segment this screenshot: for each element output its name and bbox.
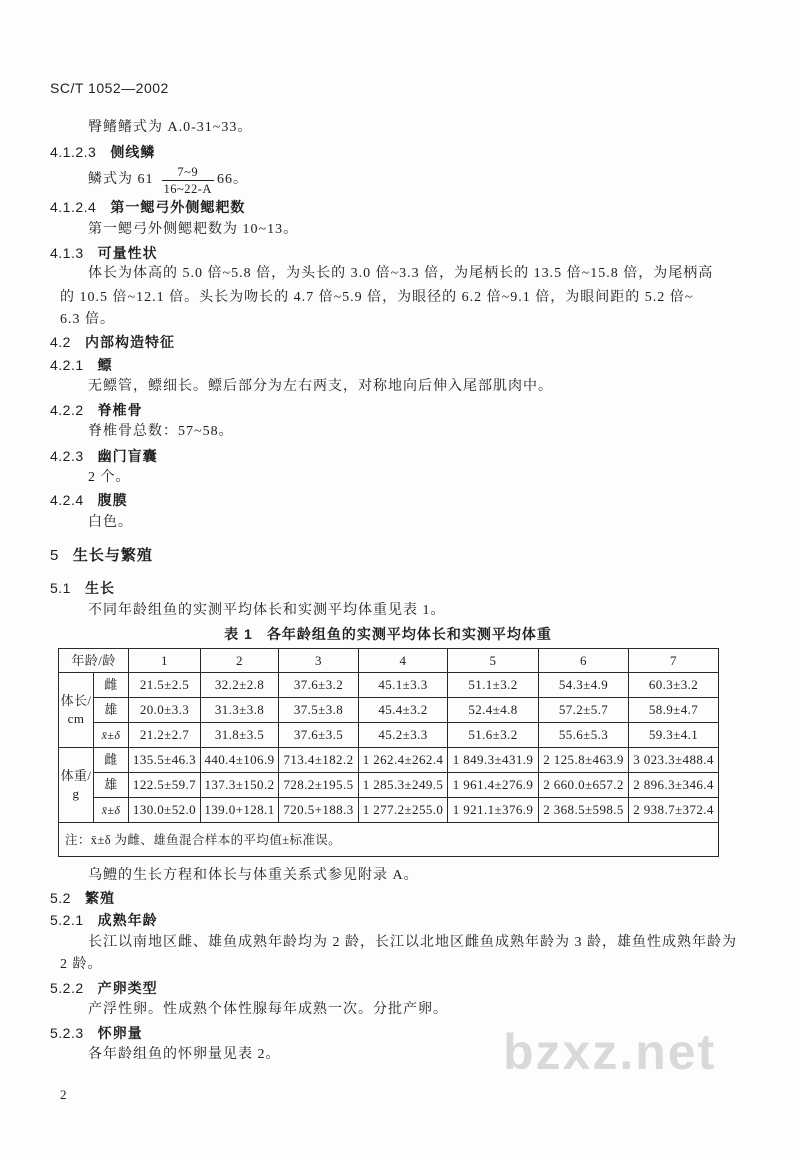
section-title: 繁殖 <box>84 890 115 906</box>
body-text: 无鳔管，鳔细长。鳔后部分为左右两支，对称地向后伸入尾部肌肉中。 <box>88 379 553 394</box>
body-text: 白色。 <box>88 515 133 530</box>
body-text: 脊椎骨总数：57~58。 <box>88 424 234 439</box>
section-heading-4-2-1 <box>50 355 113 377</box>
anal-fin-formula: 臀鳍鳍式为 A.0-31~33。 <box>88 120 253 135</box>
table-cell: 60.3±3.2 <box>629 673 719 698</box>
table-row <box>59 748 719 773</box>
table-cell: 122.5±59.7 <box>129 773 201 798</box>
table-cell: 440.4±106.9 <box>201 748 279 773</box>
section-number: 5.2 <box>50 890 71 906</box>
table-cell: 31.3±3.8 <box>201 698 279 723</box>
table-cell: 713.4±182.2 <box>279 748 359 773</box>
group-unit: cm <box>67 711 85 726</box>
section-title: 内部构造特征 <box>84 334 175 350</box>
section-number: 4.2.4 <box>50 492 84 508</box>
age-column-header: 3 <box>279 649 359 673</box>
paragraph-line: 体长为体高的 5.0 倍~5.8 倍，为头长的 3.0 倍~3.3 倍，为尾柄长的 13.5 倍~15.8 倍，为尾柄高 <box>88 266 714 281</box>
table-cell: 1 921.1±376.9 <box>448 798 539 823</box>
sex-label: 雌 <box>94 748 129 773</box>
watermark: bzxz.net <box>503 1024 717 1080</box>
table-cell: 720.5+188.3 <box>279 798 359 823</box>
section-title: 怀卵量 <box>97 1025 143 1041</box>
table-cell: 51.6±3.2 <box>448 723 539 748</box>
paragraph-line: 长江以南地区雌、雄鱼成熟年龄均为 2 龄，长江以北地区雌鱼成熟年龄为 3 龄，雄鱼性成熟年龄为 <box>88 935 737 950</box>
table-cell: 2 660.0±657.2 <box>539 773 629 798</box>
document-id: SC/T 1052—2002 <box>50 80 169 96</box>
table-cell: 2 938.7±372.4 <box>629 798 719 823</box>
table-cell: 21.5±2.5 <box>129 673 201 698</box>
section-title: 生长与繁殖 <box>72 547 153 564</box>
table-cell: 55.6±5.3 <box>539 723 629 748</box>
section-number: 4.1.2.4 <box>50 199 97 215</box>
table-note-row <box>59 823 719 857</box>
body-text: 第一鳃弓外侧鳃耙数为 10~13。 <box>88 222 299 237</box>
table-cell: 57.2±5.7 <box>539 698 629 723</box>
table-cell: 1 277.2±255.0 <box>359 798 448 823</box>
paragraph-line: 6.3 倍。 <box>60 312 115 327</box>
group-unit: g <box>72 786 80 801</box>
table-cell: 2 125.8±463.9 <box>539 748 629 773</box>
section-number: 4.2.3 <box>50 448 84 464</box>
section-heading-4-2 <box>50 332 175 354</box>
fraction-denominator: 16~22-A <box>163 181 212 196</box>
paragraph-line: 的 10.5 倍~12.1 倍。头长为吻长的 4.7 倍~5.9 倍，为眼径的 6.2 倍~9.1 倍，为眼间距的 5.2 倍~ <box>60 290 694 305</box>
fraction-numerator: 7~9 <box>177 164 199 179</box>
table-caption <box>58 624 718 644</box>
section-number: 5.2.1 <box>50 912 84 928</box>
section-number: 4.2.2 <box>50 402 84 418</box>
section-number: 5 <box>50 547 59 564</box>
table-row <box>59 673 719 698</box>
table-cell: 32.2±2.8 <box>201 673 279 698</box>
section-heading-5-2 <box>50 888 115 910</box>
table-cell: 45.4±3.2 <box>359 698 448 723</box>
table-row <box>59 698 719 723</box>
table-cell: 2 896.3±346.4 <box>629 773 719 798</box>
table-title: 各年龄组鱼的实测平均体长和实测平均体重 <box>266 626 552 642</box>
section-heading-4-1-3 <box>50 243 158 265</box>
body-text: 不同年龄组鱼的实测平均体长和实测平均体重见表 1。 <box>88 603 446 618</box>
group-label: 体长/ <box>60 693 92 708</box>
table-cell: 59.3±4.1 <box>629 723 719 748</box>
group-label-cell-weight <box>59 748 94 823</box>
sex-label: 雄 <box>94 773 129 798</box>
page-number: 2 <box>60 1087 67 1102</box>
table-cell: 728.2±195.5 <box>279 773 359 798</box>
section-heading-4-1-2-4 <box>50 197 245 219</box>
table-cell: 37.6±3.5 <box>279 723 359 748</box>
table-row <box>59 798 719 823</box>
section-heading-4-2-3 <box>50 446 158 468</box>
table-header-row <box>59 649 719 673</box>
body-text: 产浮性卵。性成熟个体性腺每年成熟一次。分批产卵。 <box>88 1002 448 1017</box>
table-cell: 51.1±3.2 <box>448 673 539 698</box>
body-text: 各年龄组鱼的怀卵量见表 2。 <box>88 1047 281 1062</box>
section-title: 腹膜 <box>97 492 128 508</box>
table-cell: 1 961.4±276.9 <box>448 773 539 798</box>
age-column-header: 4 <box>359 649 448 673</box>
section-number: 5.2.2 <box>50 980 84 996</box>
table-cell: 45.1±3.3 <box>359 673 448 698</box>
section-heading-5-2-2 <box>50 978 158 1000</box>
table-cell: 31.8±3.5 <box>201 723 279 748</box>
section-number: 4.1.3 <box>50 245 84 261</box>
age-header-cell: 年龄/龄 <box>59 649 129 673</box>
table-note: 注：x̄±δ 为雌、雄鱼混合样本的平均值±标准误。 <box>59 823 719 857</box>
section-title: 成熟年龄 <box>97 912 158 928</box>
sex-label: 雌 <box>94 673 129 698</box>
table-cell: 1 262.4±262.4 <box>359 748 448 773</box>
age-column-header: 1 <box>129 649 201 673</box>
section-heading-5 <box>50 546 153 566</box>
table-cell: 54.3±4.9 <box>539 673 629 698</box>
section-heading-4-2-4 <box>50 490 128 512</box>
table-cell: 3 023.3±488.4 <box>629 748 719 773</box>
body-text: 2 个。 <box>88 470 131 485</box>
section-number: 5.2.3 <box>50 1025 84 1041</box>
age-column-header: 5 <box>448 649 539 673</box>
formula-prefix: 鳞式为 61 <box>88 172 154 187</box>
age-column-header: 7 <box>629 649 719 673</box>
lateral-line-scale-formula <box>88 164 248 196</box>
table-cell: 1 849.3±431.9 <box>448 748 539 773</box>
section-number: 5.1 <box>50 580 71 596</box>
table-cell: 21.2±2.7 <box>129 723 201 748</box>
table-cell: 130.0±52.0 <box>129 798 201 823</box>
table-row <box>59 773 719 798</box>
section-number: 4.2.1 <box>50 357 84 373</box>
section-title: 侧线鳞 <box>110 144 156 160</box>
section-heading-4-2-2 <box>50 400 143 422</box>
table-label: 表 1 <box>224 626 253 642</box>
table-cell: 139.0+128.1 <box>201 798 279 823</box>
table-cell: 1 285.3±249.5 <box>359 773 448 798</box>
section-title: 产卵类型 <box>97 980 158 996</box>
sex-label: 雄 <box>94 698 129 723</box>
group-label: 体重/ <box>60 768 92 783</box>
section-title: 第一鳃弓外侧鳃耙数 <box>110 199 246 215</box>
section-title: 幽门盲囊 <box>97 448 158 464</box>
table-row <box>59 723 719 748</box>
mean-label: x̄±δ <box>94 723 129 748</box>
section-title: 脊椎骨 <box>97 402 143 418</box>
table-cell: 135.5±46.3 <box>129 748 201 773</box>
table-cell: 52.4±4.8 <box>448 698 539 723</box>
table-cell: 37.5±3.8 <box>279 698 359 723</box>
paragraph-line: 2 龄。 <box>60 957 103 972</box>
age-column-header: 2 <box>201 649 279 673</box>
section-heading-4-1-2-3 <box>50 142 155 164</box>
table-cell: 2 368.5±598.5 <box>539 798 629 823</box>
body-text: 乌鳢的生长方程和体长与体重关系式参见附录 A。 <box>88 868 419 883</box>
age-column-header: 6 <box>539 649 629 673</box>
section-heading-5-2-3 <box>50 1023 143 1045</box>
section-title: 可量性状 <box>97 245 158 261</box>
formula-suffix: 66。 <box>216 172 248 187</box>
table-cell: 37.6±3.2 <box>279 673 359 698</box>
section-number: 4.1.2.3 <box>50 144 97 160</box>
table-cell: 45.2±3.3 <box>359 723 448 748</box>
table-1 <box>58 648 719 857</box>
mean-label: x̄±δ <box>94 798 129 823</box>
group-label-cell-length <box>59 673 94 748</box>
scale-fraction <box>162 165 214 196</box>
table-cell: 58.9±4.7 <box>629 698 719 723</box>
section-title: 生长 <box>84 580 115 596</box>
section-title: 鳔 <box>97 357 113 373</box>
table-cell: 20.0±3.3 <box>129 698 201 723</box>
section-number: 4.2 <box>50 334 71 350</box>
table-cell: 137.3±150.2 <box>201 773 279 798</box>
section-heading-5-2-1 <box>50 910 158 932</box>
section-heading-5-1 <box>50 578 115 600</box>
